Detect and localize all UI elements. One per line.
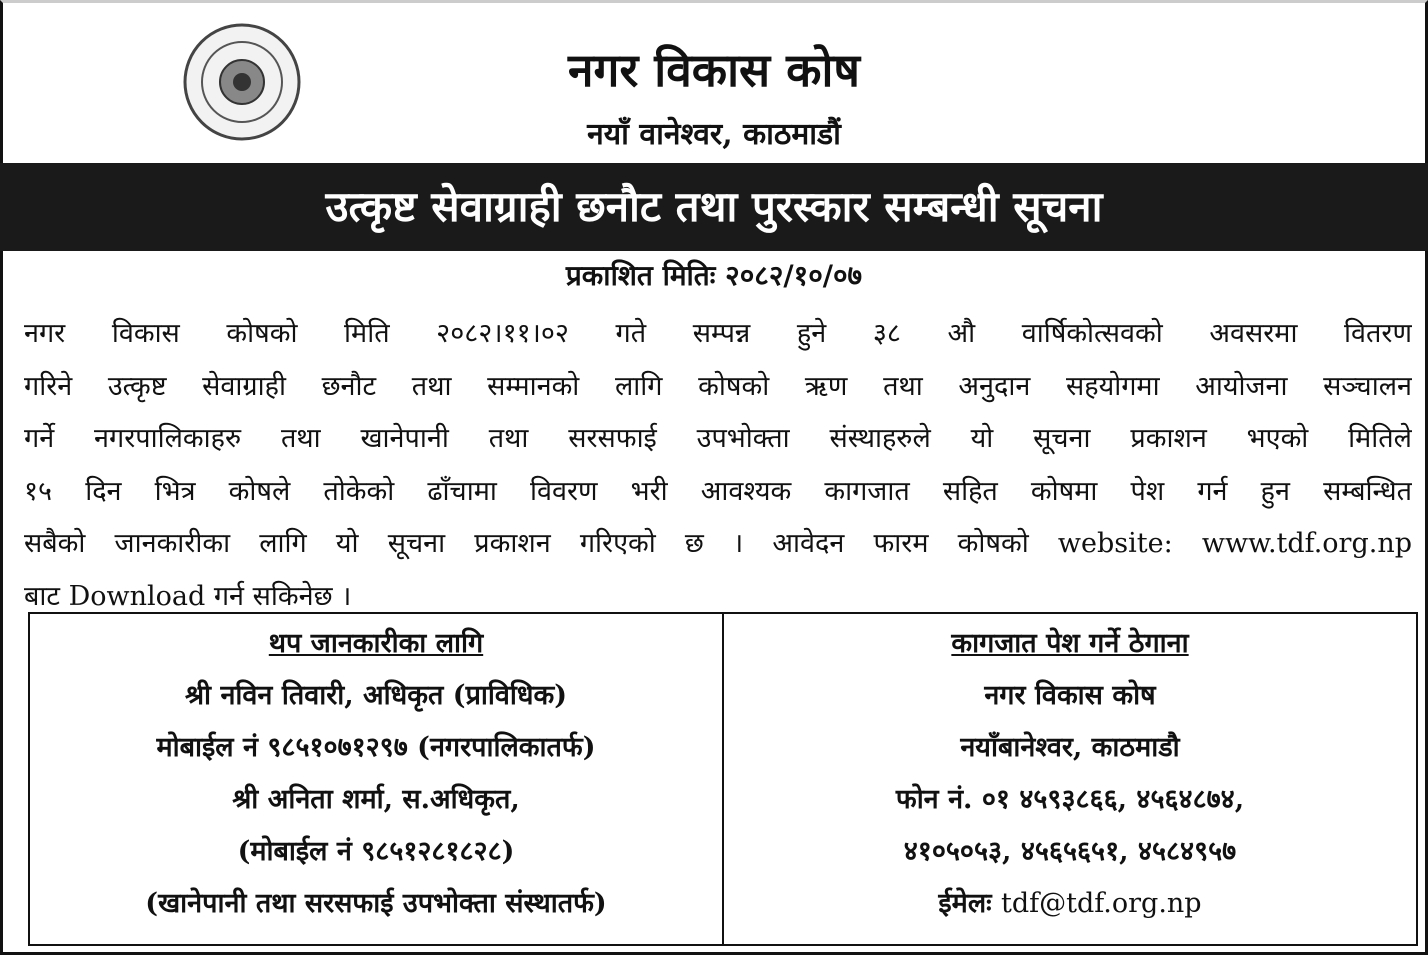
body-line: नगर विकास कोषको मिति २०८२।११।०२ गते सम्पन्न हुने ३८ औ वार्षिकोत्सवको अवसरमा वितरण <box>24 318 1412 349</box>
submission-line: नयाँबानेश्वर, काठमाडौ <box>960 732 1180 763</box>
info-table <box>28 612 1418 946</box>
org-name: नगर विकास कोष <box>568 43 860 97</box>
body-line: बाट Download गर्न सकिनेछ । <box>24 580 352 612</box>
notice-title: उत्कृष्ट सेवाग्राही छनौट तथा पुरस्कार सम्बन्धी सूचना <box>0 163 1428 251</box>
submission-line: ४१०५०५३, ४५६५६५१, ४५८४९५७ <box>903 836 1237 867</box>
submission-line: फोन नं. ०१ ४५९३८६६, ४५६४८७४, <box>895 784 1245 815</box>
published-date: प्रकाशित मितिः २०८२/१०/०७ <box>565 259 863 292</box>
submission-column <box>722 614 1416 944</box>
notice-body <box>24 308 1412 623</box>
body-line: गर्ने नगरपालिकाहरु तथा खानेपानी तथा सरसफाई उपभोक्ता संस्थाहरुले यो सूचना प्रकाशन भएको मितिले <box>24 423 1412 454</box>
contact-line: मोबाईल नं ९८५१०७१२९७ (नगरपालिकातर्फ) <box>156 732 596 763</box>
body-line: गरिने उत्कृष्ट सेवाग्राही छनौट तथा सम्मानको लागि कोषको ऋण तथा अनुदान सहयोगमा आयोजना सञ्चालन <box>24 370 1412 402</box>
contact-line: श्री अनिता शर्मा, स.अधिकृत, <box>232 784 520 815</box>
contact-line: (खानेपानी तथा सरसफाई उपभोक्ता संस्थातर्फ) <box>145 888 607 919</box>
contact-heading: थप जानकारीका लागि <box>268 628 484 659</box>
submission-line: नगर विकास कोष <box>984 680 1156 711</box>
body-line: १५ दिन भित्र कोषले तोकेको ढाँचामा विवरण भरी आवश्यक कागजात सहित कोषमा पेश गर्न हुन सम्बन्धित <box>24 475 1412 507</box>
email-link[interactable]: tdf@tdf.org.np <box>1001 888 1202 919</box>
contact-line: (मोबाईल नं ९८५१२८१८२८) <box>237 836 515 867</box>
email-label: ईमेलः <box>938 888 992 919</box>
org-address: नयाँ वानेश्वर, काठमाडौं <box>587 117 841 152</box>
submission-heading: कागजात पेश गर्ने ठेगाना <box>951 628 1189 659</box>
body-line: सबैको जानकारीका लागि यो सूचना प्रकाशन गरिएको छ । आवेदन फारम कोषको website: www.tdf.org.np <box>24 528 1412 559</box>
header <box>0 0 1428 160</box>
contact-line: श्री नविन तिवारी, अधिकृत (प्राविधिक) <box>184 680 568 711</box>
contact-column <box>30 614 722 944</box>
email-line <box>724 878 1416 930</box>
